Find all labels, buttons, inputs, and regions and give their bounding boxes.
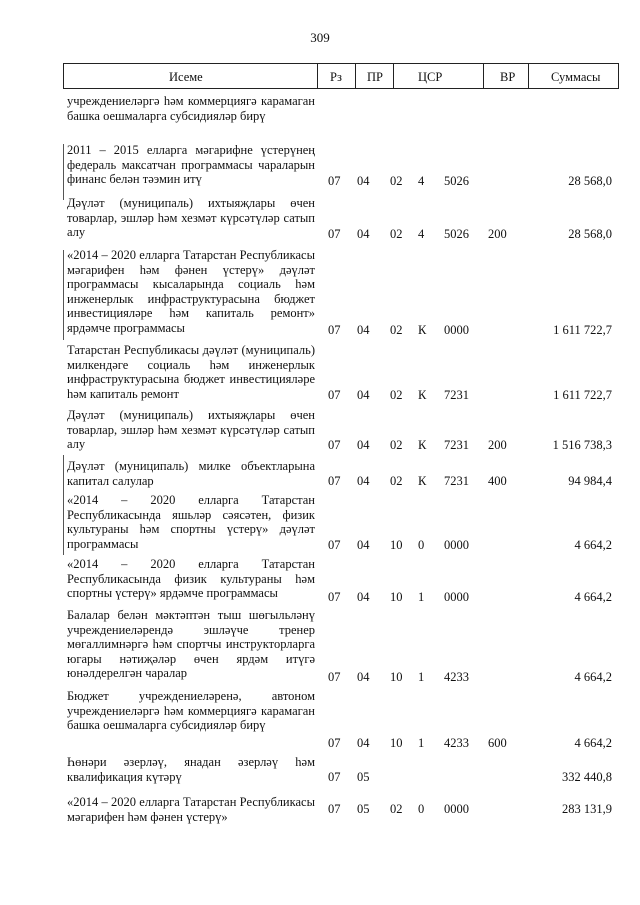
row-rz: 07 bbox=[328, 323, 341, 337]
header-sum: Суммасы bbox=[551, 70, 601, 84]
row-vr: 200 bbox=[488, 438, 507, 452]
row-csr-subprogram: 0 bbox=[418, 538, 425, 552]
row-csr-subprogram: 1 bbox=[418, 736, 425, 750]
row-vr: 600 bbox=[488, 736, 507, 750]
header-pr: ПР bbox=[367, 70, 383, 84]
row-csr-item: 7231 bbox=[444, 438, 469, 452]
row-name: Дәүләт (муниципаль) ихтыяҗлары өчен товарлар, эшләр һәм хезмәт күрсәтүләр сатып алу bbox=[67, 408, 315, 451]
row-csr-item: 0000 bbox=[444, 538, 469, 552]
row-sum: 4 664,2 bbox=[574, 538, 612, 552]
row-pr: 04 bbox=[357, 736, 370, 750]
row-csr-subprogram: 4 bbox=[418, 227, 425, 241]
row-csr-item: 5026 bbox=[444, 227, 469, 241]
row-csr-program: 02 bbox=[390, 174, 403, 188]
row-rz: 07 bbox=[328, 388, 341, 402]
row-sum: 4 664,2 bbox=[574, 670, 612, 684]
row-rz: 07 bbox=[328, 227, 341, 241]
row-csr-item: 4233 bbox=[444, 736, 469, 750]
row-csr-item: 0000 bbox=[444, 802, 469, 816]
row-sum: 283 131,9 bbox=[562, 802, 612, 816]
header-rz: Рз bbox=[330, 70, 342, 84]
row-name: Татарстан Республикасы дәүләт (муниципаль) милкендәге социаль һәм инженерлык инфраструктурасына бюджет инвестицияләре һәм капиталь ремонт bbox=[67, 343, 315, 401]
row-csr-program: 02 bbox=[390, 323, 403, 337]
row-csr-program: 02 bbox=[390, 438, 403, 452]
row-csr-subprogram: 4 bbox=[418, 174, 425, 188]
row-rz: 07 bbox=[328, 538, 341, 552]
row-name: учреждениеләргә һәм коммерциягә карамаган башка оешмаларга субсидияләр бирү bbox=[67, 94, 315, 123]
row-rz: 07 bbox=[328, 590, 341, 604]
row-vr: 400 bbox=[488, 474, 507, 488]
row-rz: 07 bbox=[328, 736, 341, 750]
page-number: 309 bbox=[310, 30, 330, 45]
row-pr: 04 bbox=[357, 590, 370, 604]
row-csr-subprogram: К bbox=[418, 323, 427, 337]
row-sum: 332 440,8 bbox=[562, 770, 612, 784]
row-name: 2011 – 2015 елларга мәгарифне үстерүнең федераль максатчан программасы чараларын финанс белән тәэмин итү bbox=[67, 143, 315, 186]
row-csr-program: 10 bbox=[390, 590, 403, 604]
row-name: Бюджет учреждениеләренә, автоном учреждениеләргә һәм коммерциягә карамаган башка оешмаларга субсидияләр бирү bbox=[67, 689, 315, 732]
row-csr-subprogram: 1 bbox=[418, 590, 425, 604]
row-csr-item: 0000 bbox=[444, 590, 469, 604]
row-sum: 1 611 722,7 bbox=[553, 323, 612, 337]
row-pr: 04 bbox=[357, 388, 370, 402]
row-name: «2014 – 2020 елларга Татарстан Республикасында яшьләр сәясәтен, физик культураны һәм спортны үстерү» дәүләт программасы bbox=[67, 493, 315, 551]
row-rz: 07 bbox=[328, 670, 341, 684]
row-name: Дәүләт (муниципаль) милке объектларына капитал салулар bbox=[67, 459, 315, 488]
row-csr-program: 02 bbox=[390, 227, 403, 241]
row-csr-program: 02 bbox=[390, 388, 403, 402]
header-csr: ЦСР bbox=[418, 70, 443, 84]
row-rz: 07 bbox=[328, 770, 341, 784]
row-sum: 28 568,0 bbox=[568, 227, 612, 241]
row-pr: 04 bbox=[357, 227, 370, 241]
row-csr-program: 10 bbox=[390, 538, 403, 552]
row-csr-item: 7231 bbox=[444, 388, 469, 402]
row-rz: 07 bbox=[328, 474, 341, 488]
row-sum: 1 611 722,7 bbox=[553, 388, 612, 402]
row-pr: 04 bbox=[357, 323, 370, 337]
row-rz: 07 bbox=[328, 438, 341, 452]
row-csr-subprogram: К bbox=[418, 474, 427, 488]
row-pr: 04 bbox=[357, 474, 370, 488]
row-csr-subprogram: К bbox=[418, 388, 427, 402]
row-name: Дәүләт (муниципаль) ихтыяҗлары өчен товарлар, эшләр һәм хезмәт күрсәтүләр сатып алу bbox=[67, 196, 315, 239]
row-sum: 94 984,4 bbox=[568, 474, 612, 488]
row-sum: 4 664,2 bbox=[574, 736, 612, 750]
row-rz: 07 bbox=[328, 174, 341, 188]
row-csr-item: 4233 bbox=[444, 670, 469, 684]
row-name: «2014 – 2020 елларга Татарстан Республикасы мәгарифен һәм фәнен үстерү» дәүләт программасы кысаларында социаль һәм инженерлык инфраструктурасына бюджет инвестицияләре һәм капиталь ремонт» ярдәмче программасы bbox=[67, 248, 315, 335]
row-csr-subprogram: 0 bbox=[418, 802, 425, 816]
row-sum: 4 664,2 bbox=[574, 590, 612, 604]
row-csr-item: 5026 bbox=[444, 174, 469, 188]
row-csr-program: 02 bbox=[390, 802, 403, 816]
row-sum: 1 516 738,3 bbox=[552, 438, 612, 452]
header-vr: ВР bbox=[500, 70, 516, 84]
header-name: Исеме bbox=[169, 70, 203, 84]
row-name: «2014 – 2020 елларга Татарстан Республикасы мәгарифен һәм фәнен үстерү» bbox=[67, 795, 315, 824]
row-csr-item: 0000 bbox=[444, 323, 469, 337]
row-pr: 04 bbox=[357, 174, 370, 188]
row-name: «2014 – 2020 елларга Татарстан Республикасында физик культураны һәм спортны үстерү» ярдәмче программасы bbox=[67, 557, 315, 600]
row-pr: 04 bbox=[357, 538, 370, 552]
row-rz: 07 bbox=[328, 802, 341, 816]
row-vr: 200 bbox=[488, 227, 507, 241]
row-pr: 05 bbox=[357, 770, 370, 784]
row-pr: 04 bbox=[357, 670, 370, 684]
row-csr-program: 10 bbox=[390, 736, 403, 750]
row-csr-program: 10 bbox=[390, 670, 403, 684]
row-name: Балалар белән мәктәптән тыш шөгыльләнү учреждениеләрендә эшләүче тренер мөгаллимнәргә һәм спортчы инструкторларга югары нәтиҗәләр өчен ярдәм итүгә юнәлдерелгән чаралар bbox=[67, 608, 315, 680]
row-sum: 28 568,0 bbox=[568, 174, 612, 188]
row-csr-subprogram: К bbox=[418, 438, 427, 452]
row-csr-item: 7231 bbox=[444, 474, 469, 488]
row-pr: 05 bbox=[357, 802, 370, 816]
row-csr-subprogram: 1 bbox=[418, 670, 425, 684]
table-header bbox=[63, 63, 619, 89]
row-name: Һөнәри әзерләү, янадан әзерләү һәм квалификация күтәрү bbox=[67, 755, 315, 784]
row-pr: 04 bbox=[357, 438, 370, 452]
row-csr-program: 02 bbox=[390, 474, 403, 488]
